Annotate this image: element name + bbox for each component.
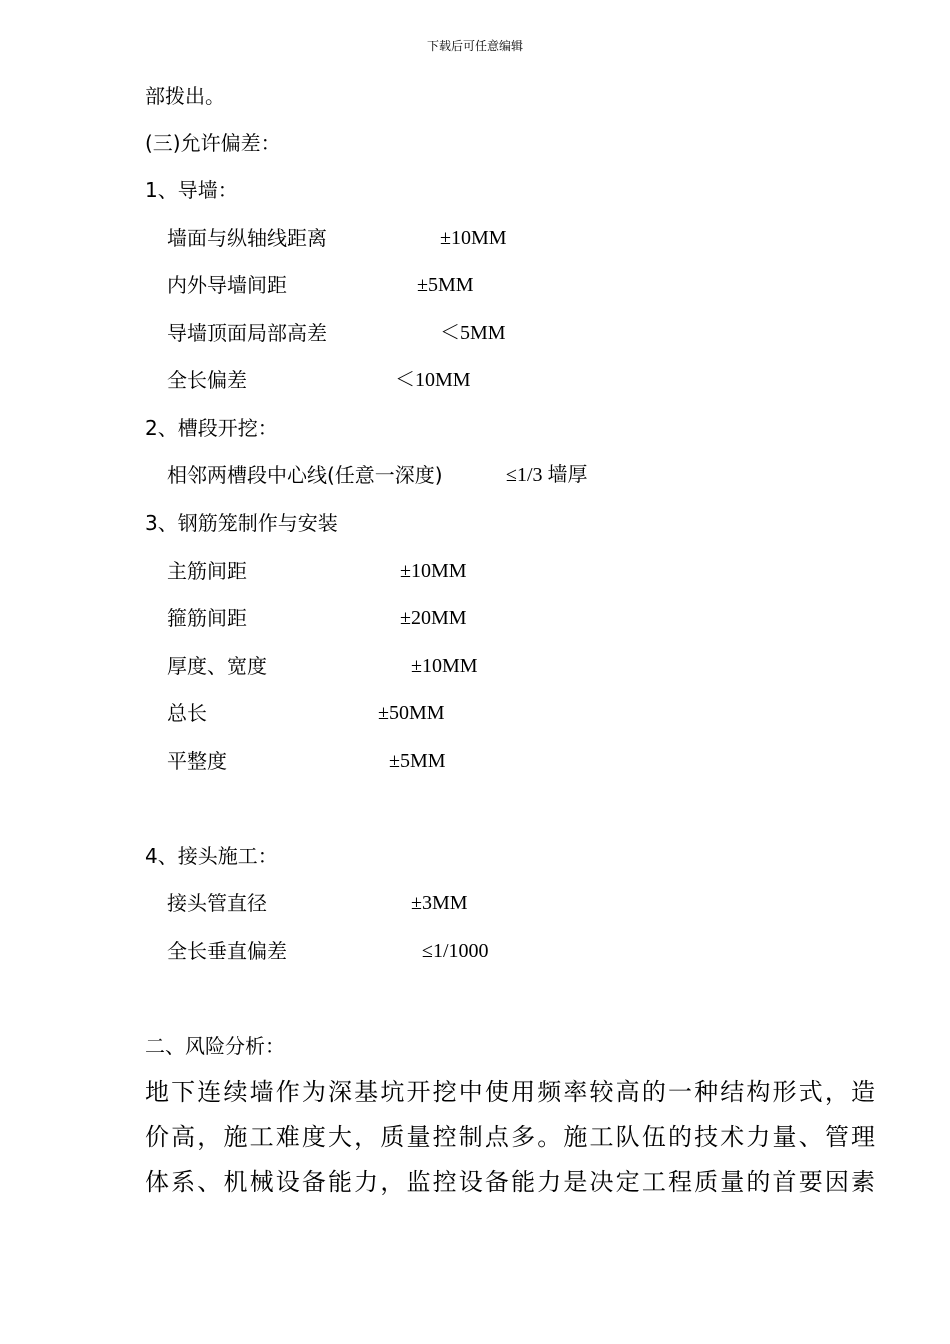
item-label: 全长偏差 (167, 368, 247, 392)
item-value: ≤1/1000 (422, 940, 489, 962)
item-label: 主筋间距 (167, 559, 247, 583)
section-heading: 二、风险分析： (145, 1034, 285, 1058)
page-header: 下载后可任意编辑 (426, 39, 523, 53)
item-value: ＜10MM (395, 369, 471, 391)
item-label: 相邻两槽段中心线(任意一深度) (167, 463, 443, 487)
item-label: 平整度 (167, 749, 227, 773)
item-label: 厚度、宽度 (167, 654, 267, 678)
item-value: ±50MM (378, 702, 445, 724)
subsection-heading: 4、接头施工： (145, 844, 278, 868)
item-label: 全长垂直偏差 (167, 939, 287, 963)
text-line: 部拨出。 (145, 84, 225, 108)
item-value: ±10MM (411, 655, 478, 677)
body-paragraph-line: 地下连续墙作为深基坑开挖中使用频率较高的一种结构形式，造 (145, 1078, 875, 1106)
section-heading: (三)允许偏差： (145, 131, 281, 155)
item-label: 接头管直径 (167, 891, 267, 915)
item-value: ±10MM (440, 227, 507, 249)
subsection-heading: 1、导墙： (145, 178, 238, 202)
item-label: 箍筋间距 (167, 606, 247, 630)
item-label: 导墙顶面局部高差 (167, 321, 327, 345)
item-label: 总长 (167, 701, 207, 725)
item-value: ±10MM (400, 560, 467, 582)
subsection-heading: 3、钢筋笼制作与安装 (145, 511, 338, 535)
body-paragraph-line: 价高，施工难度大，质量控制点多。施工队伍的技术力量、管理 (145, 1123, 875, 1151)
item-value: ±20MM (400, 607, 467, 629)
item-value: ＜5MM (440, 322, 506, 344)
body-paragraph-line: 体系、机械设备能力，监控设备能力是决定工程质量的首要因素 (145, 1168, 875, 1196)
item-value: ±5MM (389, 750, 446, 772)
item-value: ≤1/3 墙厚 (506, 464, 588, 486)
item-label: 内外导墙间距 (167, 273, 287, 297)
item-label: 墙面与纵轴线距离 (167, 226, 327, 250)
item-value: ±5MM (417, 274, 474, 296)
item-value: ±3MM (411, 892, 468, 914)
subsection-heading: 2、槽段开挖： (145, 416, 278, 440)
